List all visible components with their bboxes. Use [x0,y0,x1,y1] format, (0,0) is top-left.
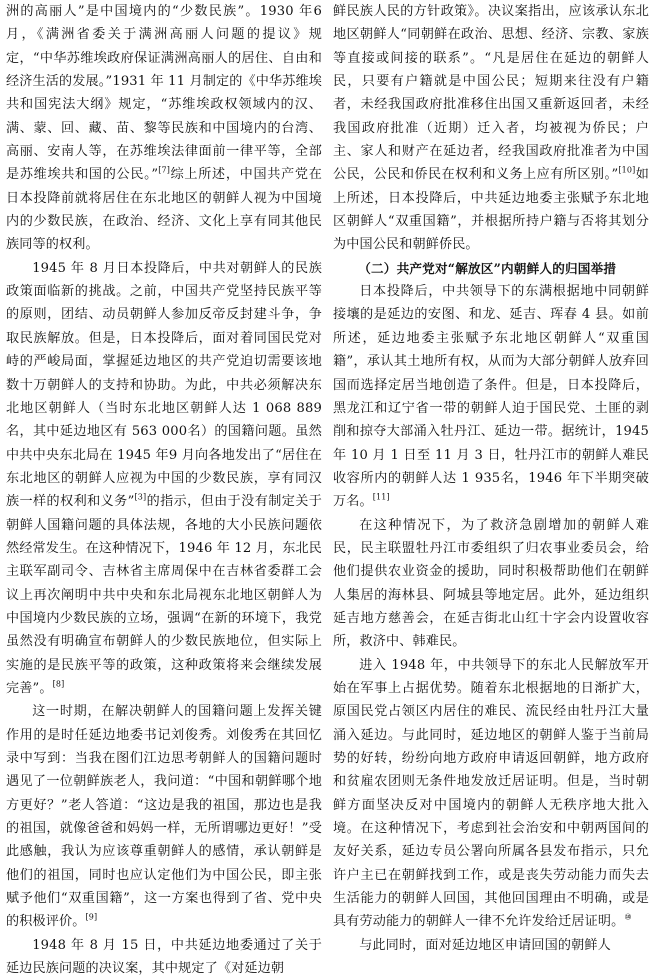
paragraph-text: 综上所述，中国共产党在日本投降前就将居住在东北地区的朝鲜人视为中国境内的少数民族，在政治、经济、文化上享有同其他民族同等的权利。 [6,167,322,253]
paragraph [6,257,322,701]
paragraph-text: 洲的高丽人”是中国境内的“少数民族”。1930 年6 月，《满洲省委关于满洲高丽人问题的提议》规定，“中华苏维埃政府保证满洲高丽人的居住、自由和经济生活的发展。”1931 年 11 月制定的《中华苏维埃共和国宪法大纲》规定，“苏维埃政权领域内的汉、满、蒙、回、藏、苗、黎等民族和中国境内的台湾、高丽、安南人等，在苏维埃法律面前一律平等，全部是苏维埃共和国的公民。” [6,4,322,183]
paragraph-text: 在这种情况下，为了救济急剧增加的朝鲜人难民，民主联盟牡丹江市委组织了归农事业委员会，给他们提供农业资金的援助，同时积极帮助他们在朝鲜人集居的海林县、阿城县等地定居。此外，延边组织延吉地方慈善会，在延吉街北山红十字会内设置收容所，救济中、韩难民。 [333,517,649,650]
left-column [6,0,323,977]
citation: [7] [158,166,171,176]
paragraph-text: 日本投降后，中共领导下的东满根据地中同朝鲜接壤的是延边的安图、和龙、延吉、珲春 4 县。如前所述，延边地委主张赋予东北地区朝鲜人“双重国籍”，承认其土地所有权，从而为大部分朝鲜人放弃回国而选择定居当地创造了条件。但是，日本投降后，黑龙江和辽宁省一带的朝鲜人迫于国民党、土匪的剥削和掠夺大部涌入牡丹江、延边一带。据统计，1945 年 10 月 1 日至 11 月 3 日，牡丹江市的朝鲜人难民收容所内的朝鲜人达 1 935名，1946 年下半期突破万名。 [333,284,649,510]
section-heading: （二）共产党对“解放区”内朝鲜人的归国举措 [358,260,617,276]
paragraph [333,0,649,257]
paragraph-text: 1948 年 8 月 15 日，中共延边地委通过了关于延边民族问题的决议案，其中规定了《对延边朝 [6,937,322,977]
paragraph [333,654,649,934]
paragraph-text: 鲜民族人民的方针政策》。决议案指出，应该承认东北地区朝鲜人“同朝鲜在政治、思想、经济、宗教、家族等直接或间接的联系”。“凡是居住在延边的朝鲜人民，只要有户籍就是中国公民；短期来往没有户籍者，未经我国政府批准移住出国又重新返回者，未经我国政府批准（近期）迁入者，均被视为侨民；户主、家人和财产在延边者，经我国政府批准者为中国公民，公民和侨民在权利和义务上应有所区别。” [333,4,649,183]
paragraph [6,934,322,980]
paragraph-text: 如上所述，日本投降后，中共延边地委主张赋予东北地区朝鲜人“双重国籍”，并根据所持户籍与否将其划分为中国公民和朝鲜侨民。 [333,167,649,253]
paragraph-text: 的指示，但由于没有制定关于朝鲜人国籍问题的具体法规，各地的大小民族问题依然经常发生。在这种情况下，1946 年 12 月，东北民主联军副司令、吉林省主席周保中在吉林省委群工会议上再次阐明中共中央和东北局视东北地区朝鲜人为中国境内少数民族的立场，强调“在新的环境下，我党虽然没有明确宣布朝鲜人的少数民族地位，但实际上实施的是民族平等的政策，这种政策将来会继续发展完善”。 [6,494,323,696]
paragraph-text: 这一时期，在解决朝鲜人的国籍问题上发挥关键作用的是时任延边地委书记刘俊秀。刘俊秀在其回忆录中写到：当我在图们江边思考朝鲜人的国籍问题时遇见了一位朝鲜族老人，我问道：“中国和朝鲜哪个地方更好？”老人答道：“这边是我的祖国，那边也是我的祖国，就像爸爸和妈妈一样，无所谓哪边更好！”受此感触，我认为应该尊重朝鲜人的感情，承认朝鲜是他们的祖国，同时也应认定他们为中国公民，即主张赋予他们“双重国籍”，这一方案也得到了省、党中央的积极评价。 [6,704,322,930]
paragraph [333,514,649,654]
right-column [333,0,649,953]
paragraph [6,700,322,933]
citation: ⑩ [624,913,632,923]
paragraph [333,934,649,957]
paragraph-text: 1945 年 8 月日本投降后，中共对朝鲜人的民族政策面临新的挑战。之前，中国共产党坚持民族平等的原则，团结、动员朝鲜人参加反帝反封建斗争，争取民族解放。但是，日本投降后，面对着同国民党对峙的严峻局面，掌握延边地区的共产党迫切需要该地数十万朝鲜人的支持和协助。为此，中共必须解决东北地区朝鲜人（当时东北地区朝鲜人达 1 068 889 名，其中延边地区有 563 000名）的国籍问题。虽然中共中央东北局在 1945 年9 月向各地发出了“居住在东北地区的朝鲜人应视为中国的少数民族，享有同汉族一样的权利和义务” [6,260,322,510]
paragraph-text: 与此同时，面对延边地区申请回国的朝鲜人 [359,937,611,953]
paragraph [333,280,649,513]
citation: [10] [618,166,636,176]
paragraph [6,0,322,257]
citation: [3] [134,492,147,502]
citation: [8] [52,679,65,689]
citation: [11] [372,492,390,502]
paragraph-text: 进入 1948 年，中共领导下的东北人民解放军开始在军事上占据优势。随着东北根据地的日渐扩大，原国民党占领区内居住的难民、流民经由牡丹江大量涌入延边。与此同时，延边地区的朝鲜人鉴于当前局势的好转，纷纷向地方政府申请返回朝鲜，地方政府和贫雇农团则无条件地发放迁居证明。但是，当时朝鲜方面坚决反对中国境内的朝鲜人无秩序地大批入境。在这种情况下，考虑到社会治安和中朝两国间的友好关系，延边专员公署向所属各县发布指示，只允许户主已在朝鲜找到工作，或是丧失劳动能力而失去生活能力的朝鲜人回国，其他回国理由不明确，或是具有劳动能力的朝鲜人一律不允许发给迁居证明。 [333,657,649,930]
citation: [9] [85,913,98,923]
